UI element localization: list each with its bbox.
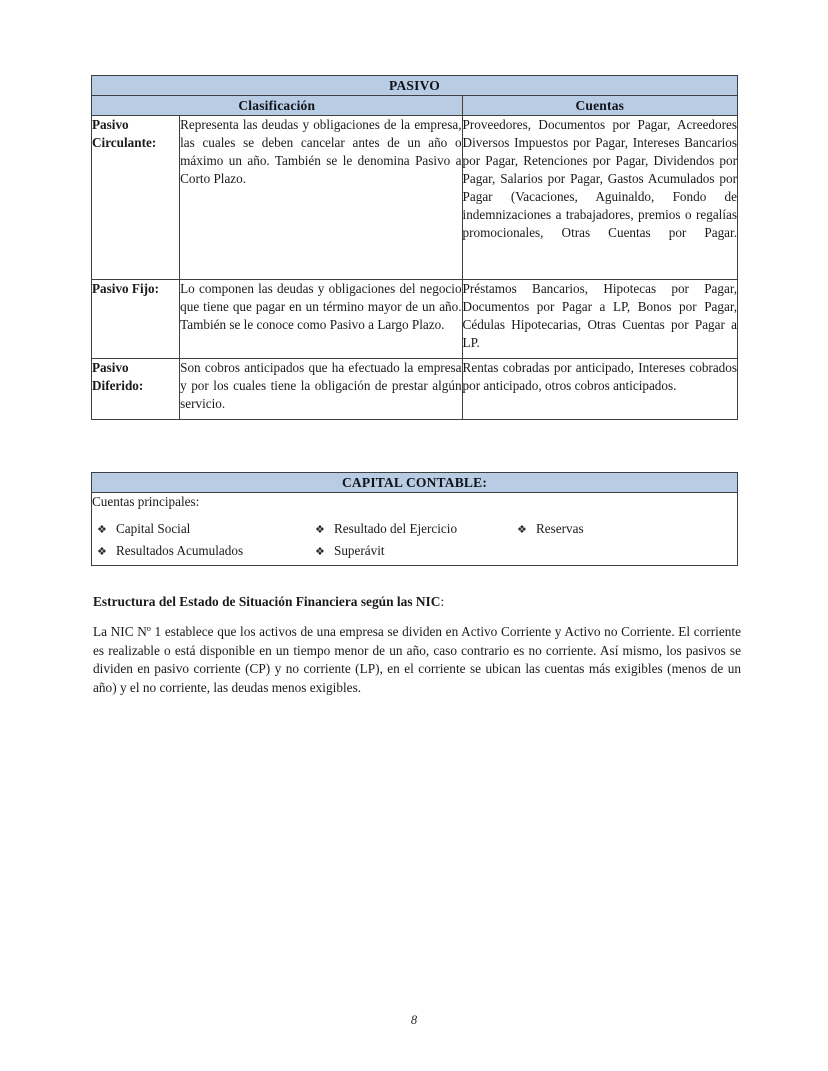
list-item [310, 519, 512, 540]
list-item [92, 519, 310, 540]
capital-accounts-grid [92, 519, 737, 562]
page-number: 8 [410, 1013, 418, 1027]
list-item-label: Superávit [334, 543, 385, 558]
pasivo-header-row [92, 96, 738, 116]
list-item [92, 541, 310, 562]
row-term-pasivo-circulante: Pasivo Circulante: [92, 116, 180, 280]
capital-intro-text: Cuentas principales: [92, 494, 200, 509]
row-description-pasivo-circulante: Representa las deudas y obligaciones de la empresa, las cuales se deben cancelar antes de un año o máximo un año. También se le denomina Pasivo a Corto Plazo. [180, 116, 462, 280]
pasivo-title-row [92, 76, 738, 96]
diamond-bullet-icon: ❖ [97, 546, 107, 558]
section-heading-text: Estructura del Estado de Situación Financiera según las NIC [93, 594, 441, 609]
capital-contable-body [92, 493, 738, 566]
diamond-bullet-icon: ❖ [517, 524, 527, 536]
row-description-pasivo-diferido: Son cobros anticipados que ha efectuado la empresa y por los cuales tiene la obligación de prestar algún servicio. [180, 359, 462, 420]
capital-contable-table [91, 472, 738, 566]
row-cuentas-pasivo-circulante: Proveedores, Documentos por Pagar, Acreedores Diversos Impuestos por Pagar, Intereses Bancarios por Pagar, Retenciones por Pagar, Dividendos por Pagar, Salarios por Pagar, Gastos Acumulados por Pagar (Vacaciones, Aguinaldo, Fondo de indemnizaciones a trabajadores, premios o regalías promocionales, Otras Cuentas por Pagar. [462, 116, 737, 280]
diamond-bullet-icon: ❖ [315, 524, 325, 536]
list-item [310, 541, 512, 562]
pasivo-title: PASIVO [92, 76, 738, 96]
capital-body-row [92, 493, 738, 566]
capital-contable-title: CAPITAL CONTABLE: [92, 473, 738, 493]
diamond-bullet-icon: ❖ [97, 524, 107, 536]
list-item-label: Reservas [536, 521, 584, 536]
list-item-label: Resultado del Ejercicio [334, 521, 458, 536]
diamond-bullet-icon: ❖ [315, 546, 325, 558]
capital-title-row [92, 473, 738, 493]
list-item [512, 519, 737, 540]
list-item-label: Resultados Acumulados [116, 543, 244, 558]
row-cuentas-pasivo-fijo: Préstamos Bancarios, Hipotecas por Pagar, Documentos por Pagar a LP, Bonos por Pagar, Cédulas Hipotecarias, Otras Cuentas por Pagar a LP. [462, 280, 737, 359]
table-row [92, 280, 738, 359]
table-row [92, 116, 738, 280]
column-header-cuentas: Cuentas [462, 96, 737, 116]
section-heading [93, 593, 741, 611]
section-heading-colon: : [440, 594, 445, 609]
row-description-pasivo-fijo: Lo componen las deudas y obligaciones del negocio que tiene que pagar en un término mayor de un año. También se le conoce como Pasivo a Largo Plazo. [180, 280, 462, 359]
column-header-clasificacion: Clasificación [92, 96, 463, 116]
list-item-label: Capital Social [116, 521, 191, 536]
row-term-pasivo-diferido: Pasivo Diferido: [92, 359, 180, 420]
row-term-pasivo-fijo: Pasivo Fijo: [92, 280, 180, 359]
row-cuentas-pasivo-diferido: Rentas cobradas por anticipado, Intereses cobrados por anticipado, otros cobros anticipados. [462, 359, 737, 420]
nic-paragraph: La NIC Nº 1 establece que los activos de una empresa se dividen en Activo Corriente y Activo no Corriente. El corriente es realizable o está disponible en un tiempo menor de un año, caso contrario es no corriente. Así mismo, los pasivos se dividen en pasivo corriente (CP) y no corriente (LP), en el corriente se ubican las cuentas más exigibles (menos de un año) y el no corriente, las deudas menos exigibles. [93, 624, 741, 695]
pasivo-table [91, 75, 738, 420]
table-row [92, 359, 738, 420]
